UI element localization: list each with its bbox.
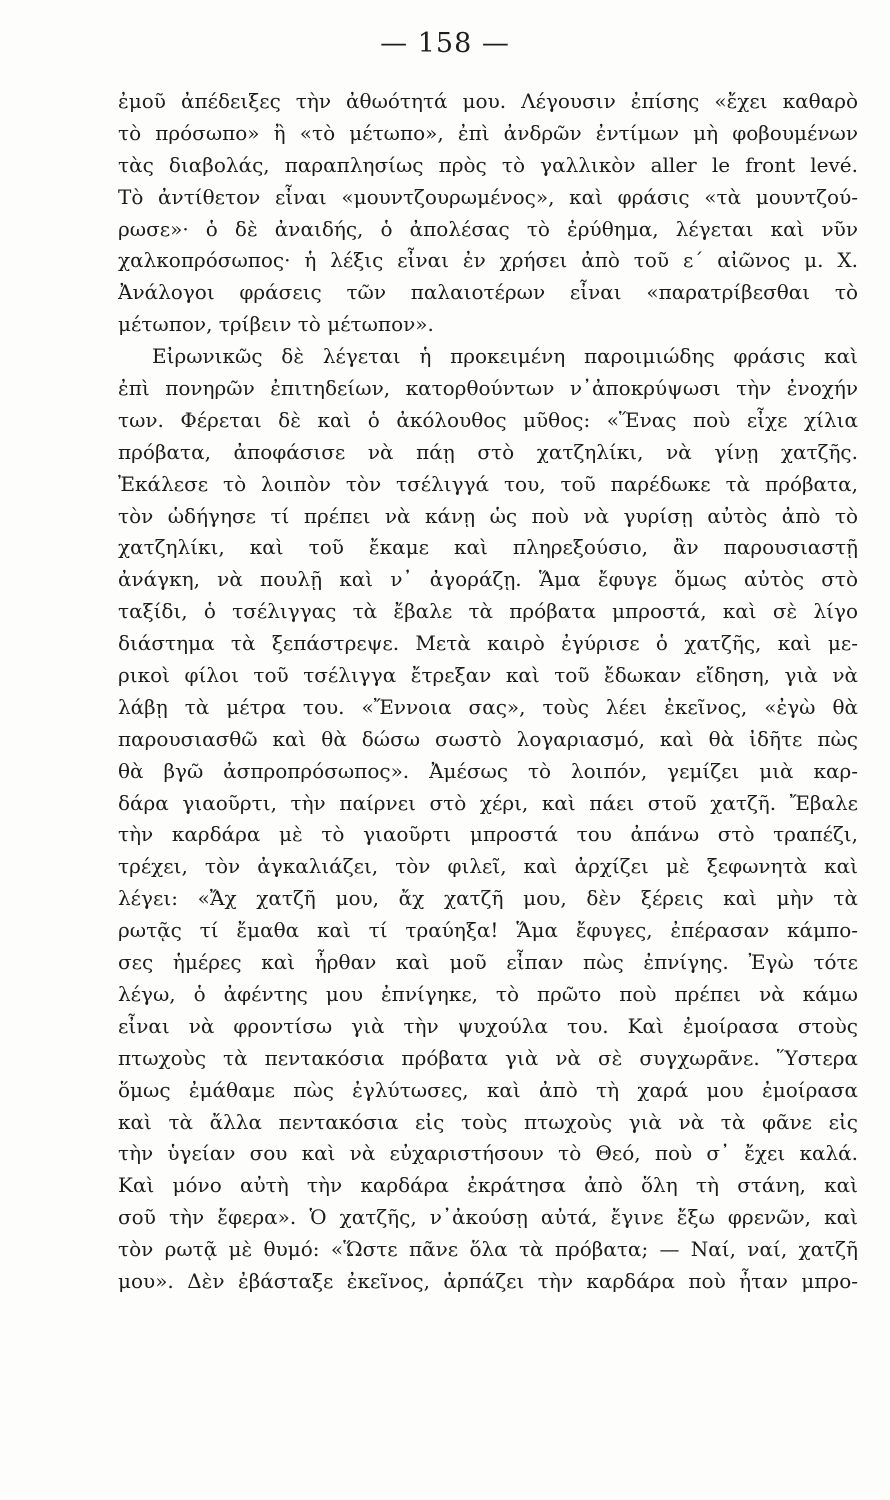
text-line: Ἐκάλεσε τὸ λοιπὸν τὸν τσέλιγγά του, τοῦ παρέδωκε τὰ πρόβατα, xyxy=(118,471,858,496)
text-line: Καὶ μόνο αὐτὴ τὴν καρδάρα ἐκράτησα ἀπὸ ὅλη τὴ στάνη, καὶ xyxy=(118,1173,858,1198)
text-line: ἐπὶ πονηρῶν ἐπιτηδείων, κατορθούντων ν᾿ἀποκρύψωσι τὴν ἐνοχήν xyxy=(118,376,858,401)
text-line: τὴν καρδάρα μὲ τὸ γιαοῦρτι μπροστά του ἀπάνω στὸ τραπέζι, xyxy=(118,822,858,847)
text-line: χατζηλίκι, καὶ τοῦ ἔκαμε καὶ πληρεξούσιο, ἂν παρουσιαστῇ xyxy=(118,535,858,560)
text-line: τὰς διαβολάς, παραπλησίως πρὸς τὸ γαλλικὸν aller le front levé. xyxy=(118,152,858,177)
text-line: τὸν ρωτᾷ μὲ θυμό: «Ὥστε πᾶνε ὅλα τὰ πρόβατα; — Ναί, ναί, χατζῆ xyxy=(118,1237,858,1262)
text-line: παρουσιασθῶ καὶ θὰ δώσω σωστὸ λογαριασμό, καὶ θὰ ἰδῆτε πὼς xyxy=(118,726,858,751)
text-line: πρόβατα, ἀποφάσισε νὰ πάῃ στὸ χατζηλίκι, νὰ γίνῃ χατζῆς. xyxy=(118,439,858,464)
text-line: ρικοὶ φίλοι τοῦ τσέλιγγα ἔτρεξαν καὶ τοῦ ἔδωκαν εἴδηση, γιὰ νὰ xyxy=(118,663,858,688)
text-line: ἀνάγκη, νὰ πουλῇ καὶ ν᾿ ἀγοράζῃ. Ἅμα ἔφυγε ὅμως αὐτὸς στὸ xyxy=(118,567,858,592)
text-line: Ἀνάλογοι φράσεις τῶν παλαιοτέρων εἶναι «παρατρίβεσθαι τὸ xyxy=(118,280,858,305)
text-line: μου». Δὲν ἐβάσταξε ἐκεῖνος, ἁρπάζει τὴν καρδάρα ποὺ ἦταν μπρο- xyxy=(118,1268,858,1293)
text-line: ρωσε»· ὁ δὲ ἀναιδής, ὁ ἀπολέσας τὸ ἐρύθημα, λέγεται καὶ νῦν xyxy=(118,216,858,241)
text-line: μέτωπον, τρίβειν τὸ μέτωπον». xyxy=(118,312,434,337)
text-line: δάρα γιαοῦρτι, τὴν παίρνει στὸ χέρι, καὶ πάει στοῦ χατζῆ. Ἔβαλε xyxy=(118,790,858,815)
text-line: ἐμοῦ ἀπέδειξες τὴν ἀθωότητά μου. Λέγουσιν ἐπίσης «ἔχει καθαρὸ xyxy=(118,89,858,113)
text-line: τρέχει, τὸν ἀγκαλιάζει, τὸν φιλεῖ, καὶ ἀρχίζει μὲ ξεφωνητὰ καὶ xyxy=(118,854,858,879)
text-line: χαλκοπρόσωπος· ἡ λέξις εἶναι ἐν χρήσει ἀπὸ τοῦ ε´ αἰῶνος μ. Χ. xyxy=(118,248,858,273)
text-line: ταξίδι, ὁ τσέλιγγας τὰ ἔβαλε τὰ πρόβατα μπροστά, καὶ σὲ λίγο xyxy=(118,599,858,624)
text-line: σες ἡμέρες καὶ ἦρθαν καὶ μοῦ εἶπαν πὼς ἐπνίγης. Ἐγὼ τότε xyxy=(118,950,858,975)
text-line: Τὸ ἀντίθετον εἶναι «μουντζουρωμένος», καὶ φράσις «τὰ μουντζού- xyxy=(118,184,858,209)
text-line: καὶ τὰ ἄλλα πεντακόσια εἰς τοὺς πτωχοὺς γιὰ νὰ τὰ φᾶνε εἰς xyxy=(118,1109,858,1134)
text-line: διάστημα τὰ ξεπάστρεψε. Μετὰ καιρὸ ἐγύρισε ὁ χατζῆς, καὶ με- xyxy=(118,631,858,656)
text-line: τὸ πρόσωπο» ἢ «τὸ μέτωπο», ἐπὶ ἀνδρῶν ἐντίμων μὴ φοβουμένων xyxy=(118,120,858,145)
text-line: τὴν ὑγείαν σου καὶ νὰ εὐχαριστήσουν τὸ Θεό, ποὺ σ᾿ ἔχει καλά. xyxy=(118,1141,858,1166)
text-line: λάβῃ τὰ μέτρα του. «Ἔννοια σας», τοὺς λέει ἐκεῖνος, «ἐγὼ θὰ xyxy=(118,694,858,719)
text-line: ρωτᾷς τί ἔμαθα καὶ τί τραύηξα! Ἅμα ἔφυγες, ἐπέρασαν κάμπο- xyxy=(118,918,858,943)
text-line: λέγω, ὁ ἀφέντης μου ἐπνίγηκε, τὸ πρῶτο ποὺ πρέπει νὰ κάμω xyxy=(118,981,858,1006)
text-line: θὰ βγῶ ἀσπροπρόσωπος». Ἀμέσως τὸ λοιπόν, γεμίζει μιὰ καρ- xyxy=(118,758,858,783)
text-line: λέγει: «Ἄχ χατζῆ μου, ἄχ χατζῆ μου, δὲν ξέρεις καὶ μὴν τὰ xyxy=(118,886,858,911)
text-line: Εἰρωνικῶς δὲ λέγεται ἡ προκειμένη παροιμιώδης φράσις καὶ xyxy=(152,344,858,369)
page-number: — 158 — xyxy=(380,28,510,59)
body-text xyxy=(118,86,858,1298)
text-line: πτωχοὺς τὰ πεντακόσια πρόβατα γιὰ νὰ σὲ συγχωρᾶνε. Ὕστερα xyxy=(118,1045,858,1070)
text-line: σοῦ τὴν ἔφερα». Ὁ χατζῆς, ν᾿ἀκούσῃ αὐτά, ἔγινε ἔξω φρενῶν, καὶ xyxy=(118,1205,858,1230)
text-line: των. Φέρεται δὲ καὶ ὁ ἀκόλουθος μῦθος: «Ἕνας ποὺ εἶχε χίλια xyxy=(118,407,858,432)
text-line: ὅμως ἐμάθαμε πὼς ἐγλύτωσες, καὶ ἀπὸ τὴ χαρά μου ἐμοίρασα xyxy=(118,1077,858,1102)
text-line: τὸν ὡδήγησε τί πρέπει νὰ κάνῃ ὡς ποὺ νὰ γυρίσῃ αὐτὸς ἀπὸ τὸ xyxy=(118,503,858,528)
text-line: εἶναι νὰ φροντίσω γιὰ τὴν ψυχούλα του. Καὶ ἐμοίρασα στοὺς xyxy=(118,1013,858,1038)
